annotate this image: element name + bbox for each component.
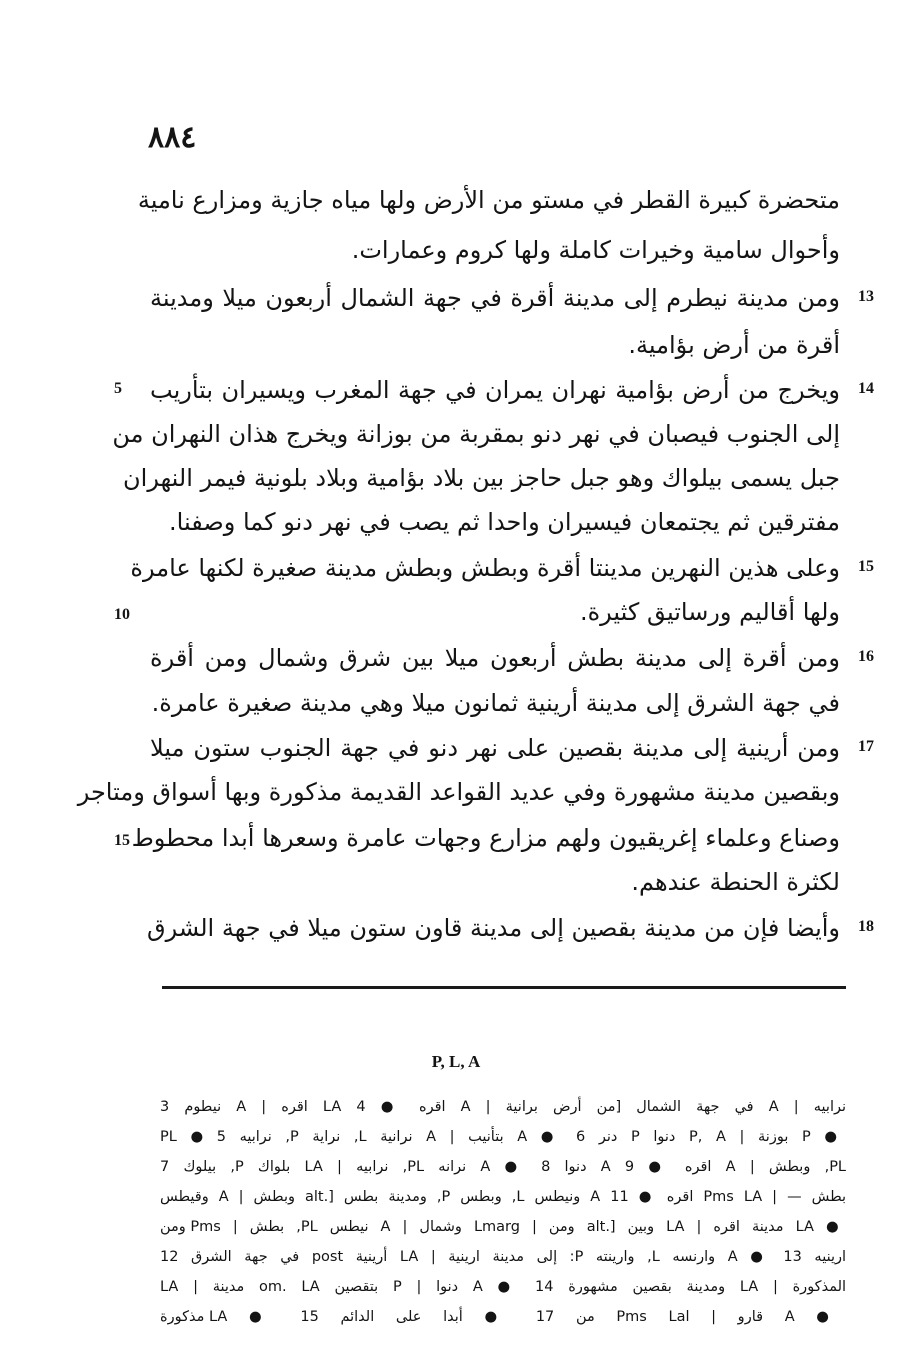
text-line: وأحوال سامية وخيرات كاملة ولها كروم وعمارات. bbox=[351, 236, 840, 264]
apparatus-line: المذكورة | LA ومدينة بقصين مشهورة 14 ● A دنوا | P بتقصين om. LA مدينة | LA bbox=[160, 1279, 847, 1295]
text-line: وعلى هذين النهرين مدينتا أقرة وبطش وبطش مدينة صغيرة لكنها عامرة bbox=[130, 554, 840, 582]
text-line: وأيضا فإن من مدينة بقصين إلى مدينة قاون ستون ميلا في جهة الشرق bbox=[146, 914, 840, 942]
apparatus-line: ● P بوزنة | P, A دنوا P دنر 6 ● A بتأنيب | A نرانية L, نراية P, نرابيه 5 ● PL bbox=[160, 1129, 847, 1145]
footnote-rule bbox=[162, 986, 846, 989]
apparatus-line: نرابيه | A في جهة الشمال [من أرض برانية | A اقره ● 4 LA اقره | A نيطوم 3 bbox=[160, 1099, 847, 1115]
page-number: ٨٨٤ bbox=[148, 120, 197, 155]
text-line: وبقصين مدينة مشهورة وفي عديد القواعد القديمة مذكورة وبها أسواق ومتاجر bbox=[77, 778, 840, 806]
paragraph-number: 16 bbox=[858, 648, 874, 665]
text-line: في جهة الشرق إلى مدينة أرينية ثمانون ميلا وهي مدينة صغيرة عامرة. bbox=[151, 689, 840, 717]
paragraph-number: 13 bbox=[858, 288, 874, 305]
text-line: متحضرة كبيرة القطر في مستو من الأرض ولها مياه جازية ومزارع نامية bbox=[137, 186, 840, 214]
line-number-5: 5 bbox=[114, 380, 122, 397]
text-line: مفترقين ثم يجتمعان فيسيران واحدا ثم يصب في نهر دنو كما وصفنا. bbox=[169, 508, 840, 536]
text-line: إلى الجنوب فيصبان في نهر دنو بمقربة من بوزانة ويخرج هذان النهران من bbox=[112, 420, 840, 448]
apparatus-line: ارينيه 13 ● A وارنسه L, وارينته P: إلى مدينة ارينية | LA أرينية post في جهة الشرق 12 bbox=[160, 1249, 847, 1265]
line-number-15: 15 bbox=[114, 832, 130, 849]
paragraph-number: 14 bbox=[858, 380, 874, 397]
text-line: ومن أقرة إلى مدينة بطش أربعون ميلا بين شرق وشمال ومن أقرة bbox=[150, 644, 840, 672]
apparatus-line: ● A قارو | Pms Lal من 17 ● أبدا على الدائم 15 ● LA مذكورة bbox=[160, 1309, 846, 1325]
paragraph-number: 17 bbox=[858, 738, 874, 755]
apparatus-line: ● LA مدينة اقره | LA وبين [.alt ومن | Lmarg وشمال | A نيطس PL, بطش | Pms ومن bbox=[160, 1219, 847, 1235]
text-line: ومن مدينة نيطرم إلى مدينة أقرة في جهة الشمال أربعون ميلا ومدينة bbox=[150, 284, 840, 312]
paragraph-number: 15 bbox=[858, 558, 874, 575]
text-line: ومن أرينية إلى مدينة بقصين على نهر دنو في جهة الجنوب ستون ميلا bbox=[150, 734, 840, 762]
text-line: ولها أقاليم ورساتيق كثيرة. bbox=[579, 598, 840, 626]
manuscript-sigla: P, L, A bbox=[431, 1052, 481, 1071]
text-line: أقرة من أرض بؤامية. bbox=[628, 331, 840, 359]
text-line: وصناع وعلماء إغريقيون ولهم مزارع وجهات عامرة وسعرها أبدا محطوط bbox=[131, 824, 840, 852]
line-number-10: 10 bbox=[114, 606, 130, 623]
text-line: لكثرة الحنطة عندهم. bbox=[631, 868, 840, 896]
apparatus-line: بطش — | Pms LA اقره ● 11 A ونيطس L, وبطس P, ومدينة بطس [.alt وبطش | A وقيطس bbox=[160, 1189, 847, 1205]
text-line: ويخرج من أرض بؤامية نهران يمران في جهة المغرب ويسيران بتأريب bbox=[150, 376, 840, 404]
paragraph-number: 18 bbox=[858, 918, 874, 935]
apparatus-line: PL, وبطش | A اقره ● 9 A دنوا 8 ● A نرانه PL, نرابيه | LA بلواك P, بيلوك 7 bbox=[160, 1159, 847, 1175]
text-line: جبل يسمى بيلواك وهو جبل حاجز بين بلاد بؤامية وبلاد بلونية فيمر النهران bbox=[123, 464, 840, 492]
